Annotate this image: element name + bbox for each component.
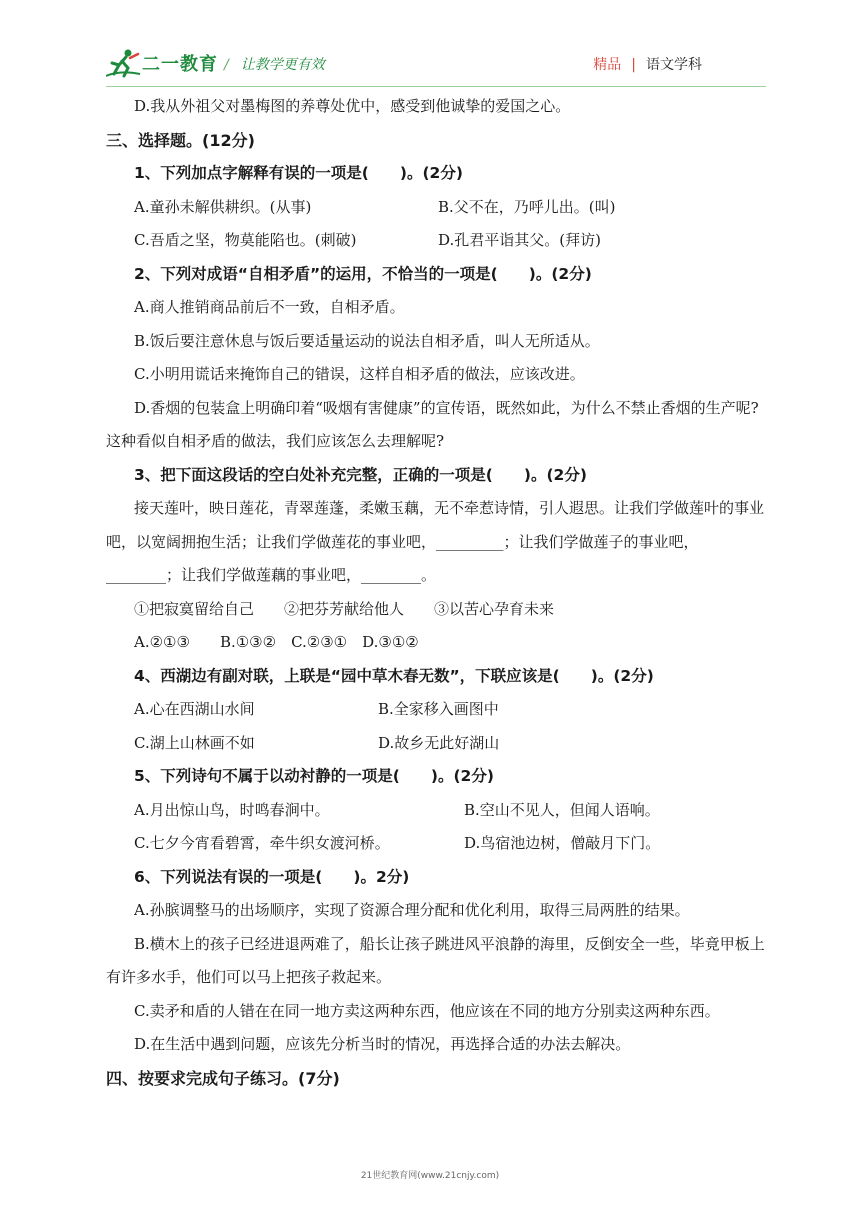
q4-stem: 4、西湖边有副对联，上联是“园中草木春无数”，下联应该是( )。(2分) xyxy=(134,666,654,685)
q6-stem: 6、下列说法有误的一项是( )。2分) xyxy=(134,867,410,886)
q1-row-ab xyxy=(106,191,766,225)
q3-options: A.②①③ B.①③② C.②③① D.③①② xyxy=(134,633,419,651)
q5-stem: 5、下列诗句不属于以动衬静的一项是( )。(2分) xyxy=(134,767,494,785)
q3-choices: ①把寂寞留给自己 ②把芬芳献给他人 ③以苦心孕育未来 xyxy=(134,599,555,618)
slogan-divider: / xyxy=(224,57,229,73)
q5-option-a: A.月出惊山鸟，时鸣春涧中。 xyxy=(134,800,330,819)
badge-subject: 语文学科 xyxy=(646,57,702,73)
runner-logo-icon xyxy=(106,48,142,78)
q6-option-c: C.卖矛和盾的人错在在同一地方卖这两种东西，他应该在不同的地方分别卖这两种东西。 xyxy=(134,1001,720,1020)
slogan xyxy=(224,54,325,74)
q2-option-d: D.香烟的包装盒上明确印着“吸烟有害健康”的宣传语，既然如此，为什么不禁止香烟的生产呢?这种看似自相矛盾的做法，我们应该怎么去理解呢? xyxy=(106,398,759,450)
q5-option-d: D.鸟宿池边树，僧敲月下门。 xyxy=(464,834,661,852)
q4-row-cd xyxy=(106,727,766,761)
prev-option-d: D.我从外祖父对墨梅图的养尊处优中，感受到他诚挚的爱国之心。 xyxy=(134,97,571,115)
page-footer: 21世纪教育网(www.21cnjy.com) xyxy=(360,1171,500,1181)
badge-label: 精品 xyxy=(593,57,622,73)
q2-option-a: A.商人推销商品前后不一致，自相矛盾。 xyxy=(134,298,405,316)
q5-option-b: B.空山不见人，但闻人语响。 xyxy=(464,800,660,819)
logo xyxy=(106,48,236,82)
q1-option-c: C.吾盾之坚，物莫能陷也。(刺破) xyxy=(134,231,357,249)
q4-option-c: C.湖上山林画不如 xyxy=(134,733,255,752)
q6-option-a: A.孙膑调整马的出场顺序，实现了资源合理分配和优化利用，取得三局两胜的结果。 xyxy=(134,901,690,919)
q4-option-a: A.心在西湖山水间 xyxy=(134,700,255,718)
q6-option-d: D.在生活中遇到问题，应该先分析当时的情况，再选择合适的办法去解决。 xyxy=(134,1035,631,1053)
q4-option-b: B.全家移入画图中 xyxy=(378,700,499,718)
q1-option-a: A.童孙未解供耕织。(从事) xyxy=(134,197,312,216)
q1-option-d: D.孔君平诣其父。(拜访) xyxy=(438,231,601,249)
q6-option-b: B.横木上的孩子已经进退两难了，船长让孩子跳进风平浪静的海里，反倒安全一些，毕竟甲板上有许多水手，他们可以马上把孩子救起来。 xyxy=(106,934,765,986)
q4-option-d: D.故乡无此好湖山 xyxy=(378,733,500,752)
q5-row-ab xyxy=(106,794,766,828)
q3-stem: 3、把下面这段话的空白处补充完整，正确的一项是( )。(2分) xyxy=(134,465,587,484)
logo-text: 二一教育 xyxy=(142,54,218,75)
q5-option-c: C.七夕今宵看碧霄，牵牛织女渡河桥。 xyxy=(134,834,390,852)
document-body xyxy=(106,90,766,1095)
badge-divider: | xyxy=(631,57,636,73)
page-header xyxy=(0,0,860,92)
q2-stem: 2、下列对成语“自相矛盾”的运用，不恰当的一项是( )。(2分) xyxy=(134,264,592,283)
q2-option-b: B.饭后要注意休息与饭后要适量运动的说法自相矛盾，叫人无所适从。 xyxy=(134,331,600,350)
q1-stem: 1、下列加点字解释有误的一项是( )。(2分) xyxy=(134,164,463,182)
q3-passage: 接天莲叶，映日莲花，青翠莲蓬，柔嫩玉藕，无不牵惹诗情，引人遐思。让我们学做莲叶的事业吧，以宽阔拥抱生活；让我们学做莲花的事业吧，_________；让我们学做莲子的事业吧，________；让我们学做莲藕的事业吧，________。 xyxy=(106,499,765,584)
slogan-text: 让教学更有效 xyxy=(240,57,325,73)
q4-row-ab xyxy=(106,693,766,727)
q2-option-c: C.小明用谎话来掩饰自己的错误，这样自相矛盾的做法，应该改进。 xyxy=(134,365,585,383)
subject-badge xyxy=(593,54,702,74)
header-rule xyxy=(106,86,766,87)
section-4-title: 四、按要求完成句子练习。(7分) xyxy=(106,1068,340,1088)
q1-row-cd xyxy=(106,224,766,258)
q1-option-b: B.父不在，乃呼儿出。(叫) xyxy=(438,197,616,216)
q5-row-cd xyxy=(106,827,766,861)
section-3-title: 三、选择题。(12分) xyxy=(106,130,255,150)
